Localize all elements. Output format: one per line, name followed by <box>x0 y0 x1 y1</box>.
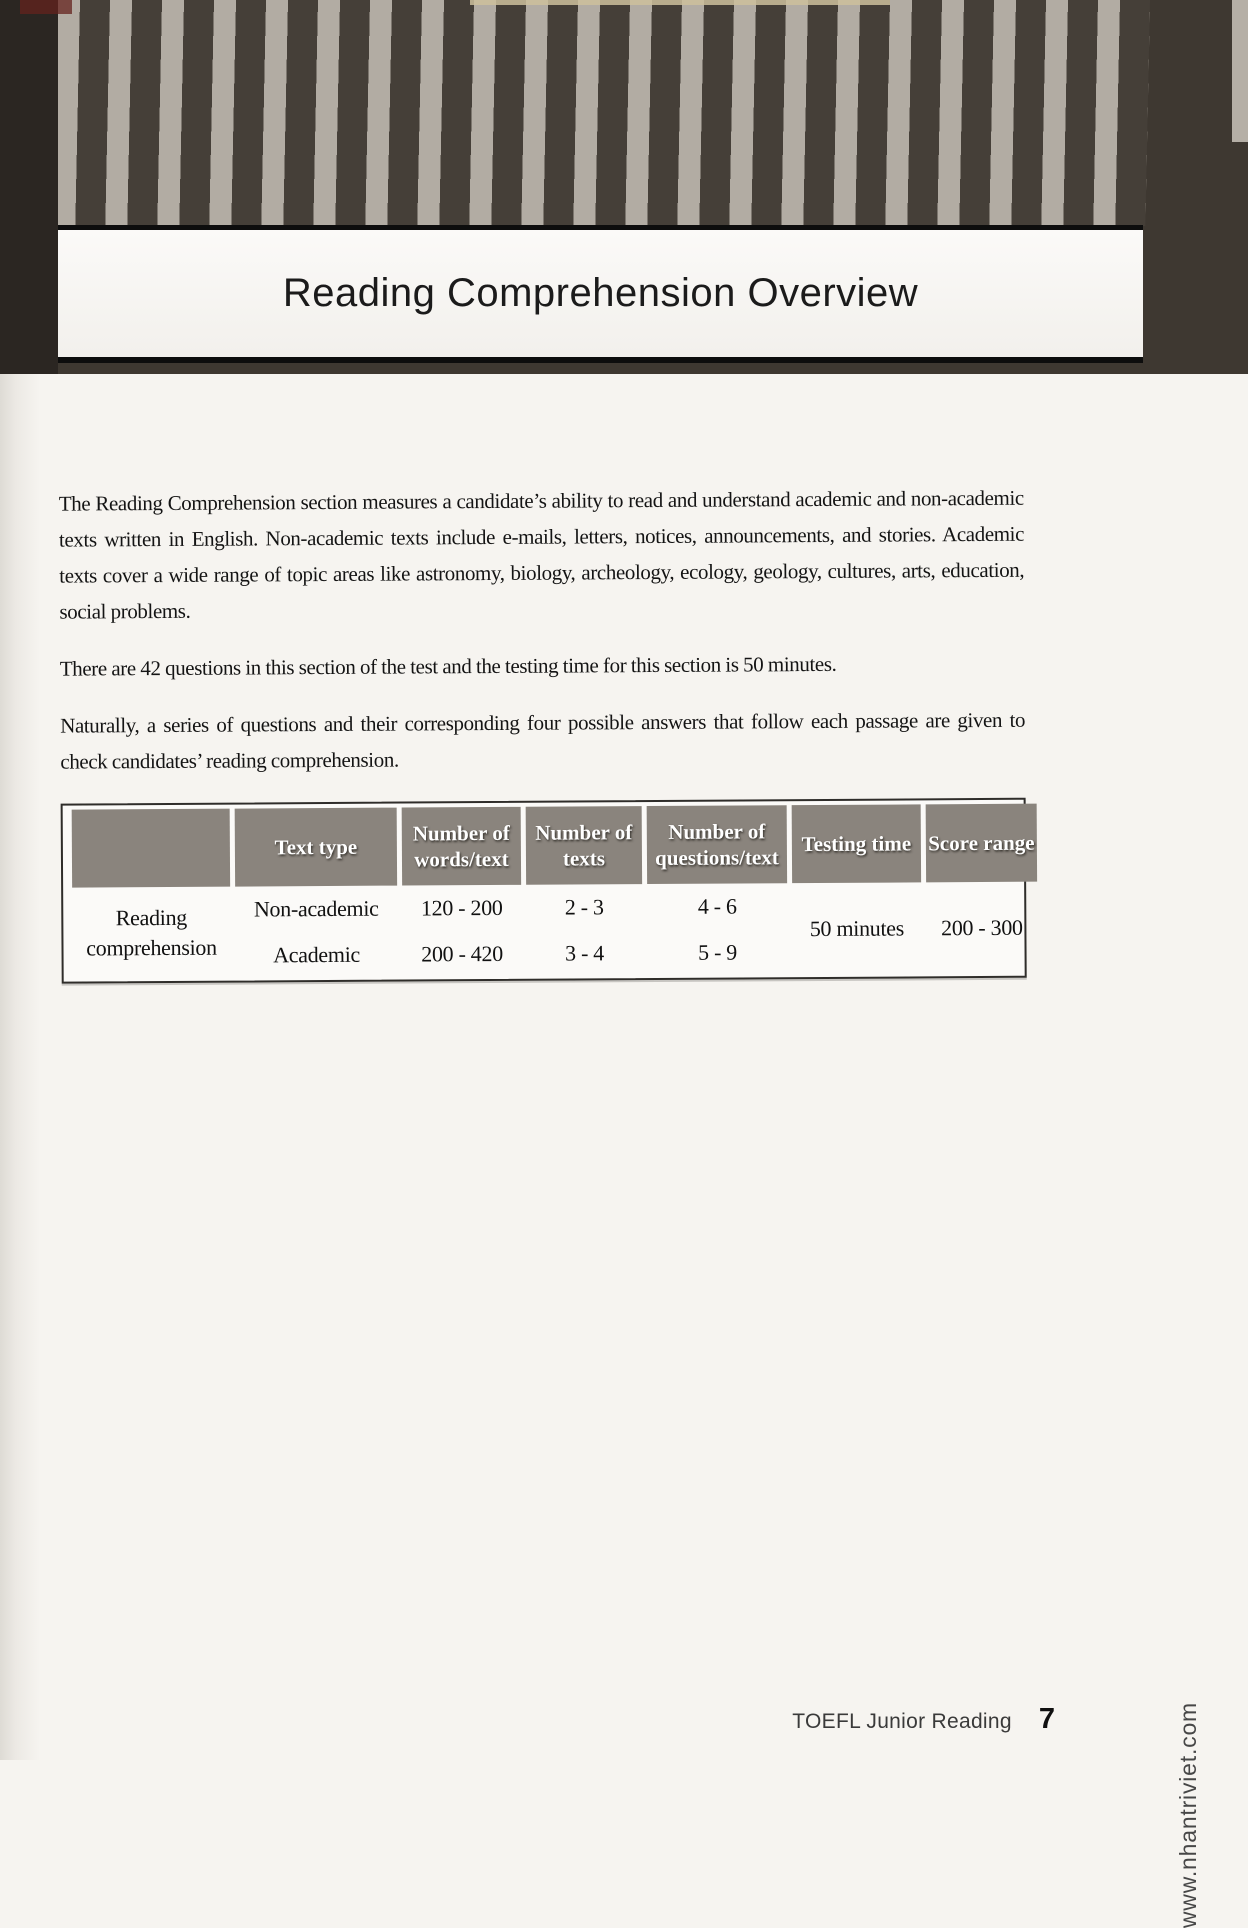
overview-table <box>67 804 1043 980</box>
page-footer <box>792 1703 1055 1736</box>
header-text-type: Text type <box>235 808 397 887</box>
cell-section-label: Reading comprehension <box>86 904 217 961</box>
page-body <box>0 374 1248 1760</box>
header-empty <box>72 809 230 888</box>
paragraph-question-count: There are 42 questions in this section of the test and the testing time for this section is 50 minutes. <box>59 651 837 681</box>
striped-pattern <box>53 0 1150 226</box>
title-banner <box>58 225 1143 363</box>
cell-questions-per-text: 4 - 6 <box>697 893 737 919</box>
page-title: Reading Comprehension Overview <box>282 271 919 315</box>
book-title: TOEFL Junior Reading <box>792 1710 1012 1733</box>
paragraph-format: Naturally, a series of questions and their corresponding four possible answers that follow each passage are given to check candidates’ reading comprehension. <box>60 707 1026 774</box>
cell-text-type: Non-academic <box>253 895 379 922</box>
page-number: 7 <box>1038 1703 1055 1735</box>
header-band <box>0 0 1248 374</box>
cell-testing-time: 50 minutes <box>809 915 905 942</box>
header-score-range: Score range <box>926 804 1037 883</box>
publisher-url-vertical: www.nhantriviet.com <box>1175 1702 1201 1928</box>
paragraph-intro: The Reading Comprehension section measures a candidate’s ability to read and understand academic and non-academic texts written in English. Non-academic texts include e-mails, letters, notices, announcements, and stories. Academic texts cover a wide range of topic areas like astronomy, biology, archeology, ecology, geology, cultures, arts, education, social problems. <box>58 485 1025 624</box>
table-header-row <box>72 804 1037 888</box>
cell-questions-per-text: 5 - 9 <box>698 939 738 965</box>
content-column <box>0 366 1248 984</box>
table-row <box>72 882 1037 934</box>
cell-text-type: Academic <box>273 941 361 968</box>
cell-texts: 3 - 4 <box>565 940 605 966</box>
header-left-margin <box>0 0 58 374</box>
cell-score-range: 200 - 300 <box>940 914 1023 941</box>
scan-edge-artifact <box>1232 0 1248 142</box>
scan-edge-artifact <box>470 0 890 5</box>
header-number-of-texts: Number of texts <box>526 806 642 885</box>
scan-edge-artifact <box>20 0 72 14</box>
cell-words-per-text: 120 - 200 <box>420 894 503 921</box>
cell-words-per-text: 200 - 420 <box>421 940 503 967</box>
cell-texts: 2 - 3 <box>564 894 604 920</box>
header-questions-per-text: Number of questions/text <box>647 805 787 884</box>
header-testing-time: Testing time <box>792 804 921 883</box>
header-words-per-text: Number of words/text <box>402 807 521 886</box>
overview-table-frame <box>61 798 1035 984</box>
